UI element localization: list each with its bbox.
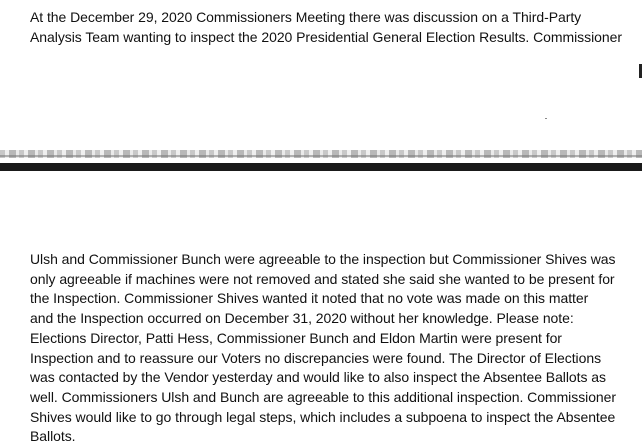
paragraph-line: was contacted by the Vendor yesterday and would like to also inspect the Absentee Ballots as (30, 369, 606, 386)
paragraph-line: the Inspection. Commissioner Shives wanted it noted that no vote was made on this matter (30, 290, 589, 307)
paragraph-line: and the Inspection occurred on December 31, 2020 without her knowledge. Please note: (30, 310, 574, 327)
paragraph-line: Ulsh and Commissioner Bunch were agreeable to the inspection but Commissioner Shives was (30, 251, 616, 267)
paragraph-line: Inspection and to reassure our Voters no discrepancies were found. The Director of Elections (30, 349, 602, 366)
top-paragraph (30, 7, 622, 47)
page-break-divider (0, 163, 642, 171)
scan-artifact-line (0, 155, 642, 157)
paragraph-line: well. Commissioners Ulsh and Bunch are agreeable to this additional inspection. Commissioner (30, 388, 617, 405)
paragraph-line: At the December 29, 2020 Commissioners Meeting there was discussion on a Third-Party (30, 9, 582, 25)
bottom-paragraph (30, 250, 616, 447)
paragraph-line: Analysis Team wanting to inspect the 2020 Presidential General Election Results. Commissioner (30, 29, 622, 45)
paragraph-line: Shives would like to go through legal steps, which includes a subpoena to inspect the Absentee (30, 408, 616, 425)
scan-speck (545, 118, 547, 119)
paragraph-line: Ballots. (30, 428, 76, 445)
paragraph-line: only agreeable if machines were not removed and stated she said she wanted to be present for (30, 270, 615, 287)
paragraph-line: Elections Director, Patti Hess, Commissioner Bunch and Eldon Martin were present for (30, 329, 562, 346)
